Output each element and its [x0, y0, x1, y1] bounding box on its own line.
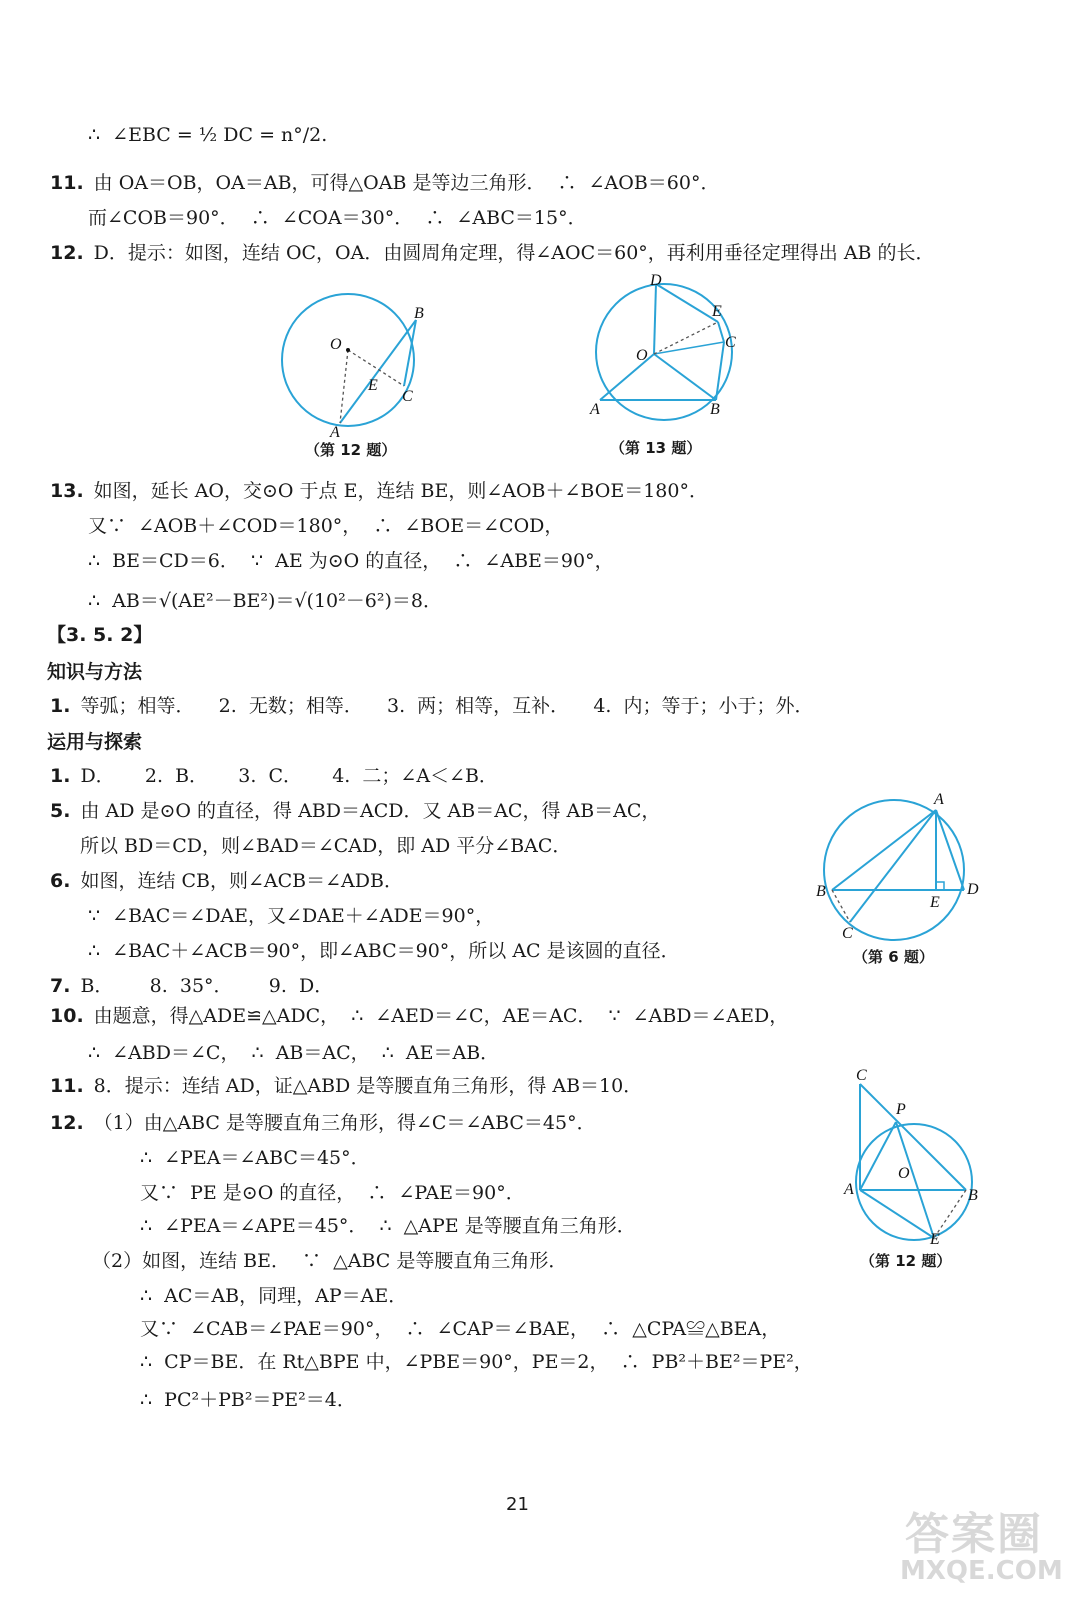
answer-line	[140, 1349, 813, 1375]
fig6-label-E: E	[930, 894, 940, 911]
problem-number: 5.	[50, 800, 71, 822]
answer-text-content: 而∠COB＝90°． ∴ ∠COA＝30°． ∴ ∠ABC＝15°．	[88, 207, 587, 229]
figure-12-circle	[270, 290, 430, 440]
answer-line	[140, 1213, 636, 1239]
answer-line	[88, 513, 563, 539]
answer-text-content: D． 2. B． 3. C． 4. 二；∠A＜∠B．	[80, 765, 498, 787]
answer-text-content: 又∵ PE 是⊙O 的直径， ∴ ∠PAE＝90°．	[140, 1182, 525, 1204]
problem-number: 12.	[50, 1112, 84, 1134]
fig12b-label-O: O	[898, 1165, 910, 1182]
answer-text-content: （1）由△ABC 是等腰直角三角形，得∠C＝∠ABC＝45°．	[93, 1112, 596, 1134]
page-number: 21	[506, 1494, 529, 1515]
answer-line	[88, 938, 680, 964]
section-heading: 【3. 5. 2】	[47, 624, 153, 646]
problem-number: 6.	[50, 870, 71, 892]
fig12a-label-O: O	[330, 336, 342, 353]
answer-text-content: 所以 BD＝CD，则∠BAD＝∠CAD，即 AD 平分∠BAC．	[80, 835, 572, 857]
fig13-label-B: B	[710, 401, 720, 418]
answer-text-content: ∴ AC＝AB，同理，AP＝AE．	[140, 1285, 408, 1307]
fig12a-label-A: A	[330, 424, 340, 441]
answer-text-content: ∴ CP＝BE．在 Rt△BPE 中，∠PBE＝90°，PE＝2， ∴ PB²＋BE²＝PE²，	[140, 1351, 813, 1373]
answer-text-content: ∴ ∠PEA＝∠APE＝45°． ∴ △APE 是等腰直角三角形．	[140, 1215, 636, 1237]
figure-caption: （第 12 题）	[860, 1252, 952, 1270]
problem-number: 10.	[50, 1005, 84, 1027]
answer-text-content: B． 8. 35°． 9. D．	[80, 975, 334, 997]
answer-line	[88, 588, 442, 614]
answer-text-content: ∴ ∠PEA＝∠ABC＝45°．	[140, 1147, 370, 1169]
fig13-label-E: E	[712, 303, 722, 320]
answer-line	[88, 1040, 499, 1066]
fig12a-label-E: E	[368, 377, 378, 394]
fig12b-label-A: A	[844, 1181, 854, 1198]
answer-line	[88, 122, 327, 148]
answer-line	[140, 1316, 780, 1342]
answer-text-content: （2）如图，连结 BE． ∵ △ABC 是等腰直角三角形．	[92, 1250, 568, 1272]
answer-line	[140, 1283, 407, 1309]
fig6-label-A: A	[934, 791, 944, 808]
fig6-label-B: B	[816, 883, 826, 900]
fig12b-label-B: B	[968, 1187, 978, 1204]
answer-line	[140, 1180, 525, 1206]
answer-line	[50, 240, 935, 266]
problem-number: 11.	[50, 1075, 84, 1097]
answer-text-content: 又∵ ∠AOB＋∠COD＝180°， ∴ ∠BOE＝∠COD，	[88, 515, 564, 537]
problem-number: 7.	[50, 975, 71, 997]
fig12b-label-E: E	[930, 1231, 940, 1248]
answer-line	[50, 478, 708, 504]
problem-number: 11.	[50, 172, 84, 194]
section-heading: 知识与方法	[47, 661, 143, 683]
answer-text-content: ∴ BE＝CD＝6． ∵ AE 为⊙O 的直径， ∴ ∠ABE＝90°，	[88, 550, 614, 572]
figure-caption: （第 12 题）	[305, 441, 397, 459]
answer-text-content: ∴ ∠EBC = ½ DC = n°/2.	[88, 124, 328, 146]
answer-line	[50, 1110, 596, 1136]
answer-text-content: ∴ PC²＋PB²＝PE²＝4．	[140, 1389, 356, 1411]
fig12a-label-C: C	[402, 388, 413, 405]
answer-line	[50, 693, 814, 719]
figure-caption: （第 6 题）	[853, 948, 934, 966]
answer-text-content: 等弧；相等． 2. 无数；相等． 3. 两；相等，互补． 4. 内；等于；小于；外．	[80, 695, 814, 717]
answer-text-content: 如图，连结 CB，则∠ACB＝∠ADB．	[80, 870, 403, 892]
answer-line	[50, 868, 403, 894]
answer-line	[88, 903, 494, 929]
answer-line	[50, 973, 333, 999]
fig13-label-C: C	[725, 334, 736, 351]
answer-text-content: 由 AD 是⊙O 的直径，得 ABD＝ACD．又 AB＝AC，得 AB＝AC，	[80, 800, 661, 822]
answer-text-content: 又∵ ∠CAB＝∠PAE＝90°， ∴ ∠CAP＝∠BAE， ∴ △CPA≌△BEA，	[140, 1318, 781, 1340]
fig12b-label-P: P	[896, 1101, 906, 1118]
answer-text-content: 由 OA＝OB，OA＝AB，可得△OAB 是等边三角形． ∴ ∠AOB＝60°．	[93, 172, 720, 194]
answer-line	[50, 763, 498, 789]
answer-text-content: 8．提示：连结 AD，证△ABD 是等腰直角三角形，得 AB＝10．	[93, 1075, 643, 1097]
fig12a-label-B: B	[414, 305, 424, 322]
fig13-label-O: O	[636, 347, 648, 364]
section-heading: 运用与探索	[47, 731, 143, 753]
figure-12b-circle	[842, 1066, 992, 1246]
answer-text-content: ∴ ∠BAC＋∠ACB＝90°，即∠ABC＝90°，所以 AC 是该圆的直径．	[88, 940, 680, 962]
answer-text-content: ∴ ∠ABD＝∠C， ∴ AB＝AC， ∴ AE＝AB．	[88, 1042, 500, 1064]
answer-line	[50, 1073, 642, 1099]
answer-line	[50, 798, 660, 824]
answer-text-content: 由题意，得△ADE≌△ADC， ∴ ∠AED＝∠C，AE＝AC． ∵ ∠ABD＝∠AED，	[93, 1005, 789, 1027]
answer-line	[88, 548, 614, 574]
answer-line	[140, 1387, 356, 1413]
answer-text-content: 如图，延长 AO，交⊙O 于点 E，连结 BE，则∠AOB＋∠BOE＝180°．	[93, 480, 708, 502]
answer-line	[88, 205, 587, 231]
problem-number: 1.	[50, 695, 71, 717]
watermark-url: MXQE.COM	[900, 1556, 1063, 1586]
problem-number: 1.	[50, 765, 71, 787]
answer-line	[92, 1248, 567, 1274]
fig13-label-A: A	[590, 401, 600, 418]
figure-13-circle	[578, 272, 758, 422]
answer-line	[50, 1003, 788, 1029]
fig6-label-D: D	[967, 881, 979, 898]
answer-text-content: ∵ ∠BAC＝∠DAE，又∠DAE＋∠ADE＝90°，	[88, 905, 495, 927]
answer-text-content: ∴ AB＝√(AE²－BE²)＝√(10²－6²)＝8．	[88, 590, 442, 612]
answer-line	[50, 170, 719, 196]
answer-text-content: D．提示：如图，连结 OC，OA．由圆周角定理，得∠AOC＝60°，再利用垂径定理得出 AB 的长．	[93, 242, 935, 264]
problem-number: 13.	[50, 480, 84, 502]
fig6-label-C: C	[842, 925, 853, 942]
watermark-logo: 答案圈	[905, 1509, 1043, 1560]
figure-6-circle	[812, 790, 992, 950]
problem-number: 12.	[50, 242, 84, 264]
fig13-label-D: D	[650, 272, 662, 289]
answer-line	[80, 833, 571, 859]
figure-caption: （第 13 题）	[610, 439, 702, 457]
answer-line	[140, 1145, 370, 1171]
fig12b-label-C: C	[856, 1067, 867, 1084]
